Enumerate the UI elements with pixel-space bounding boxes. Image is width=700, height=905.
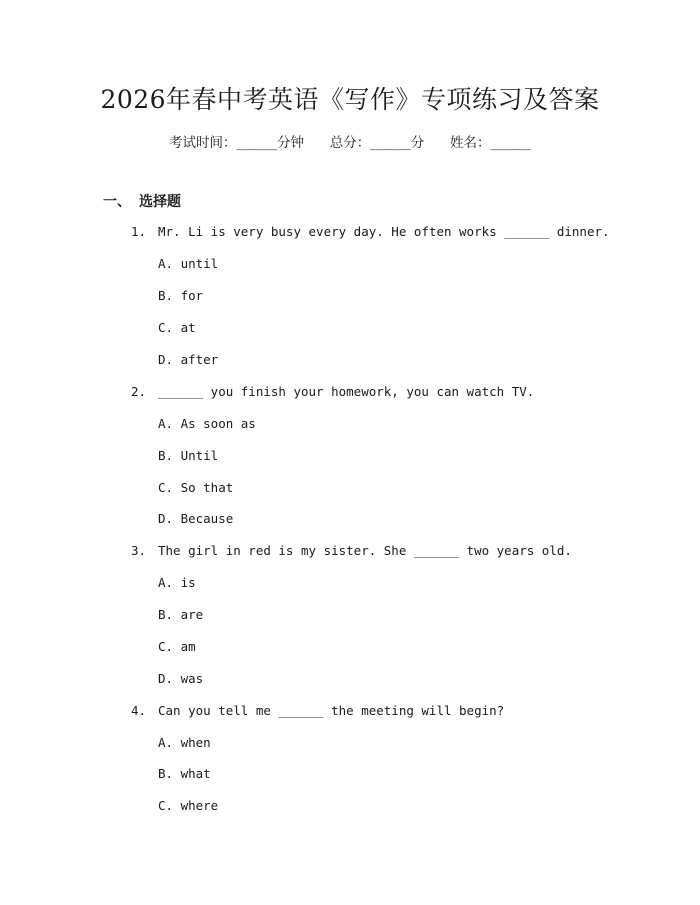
option-2c: C. So that xyxy=(158,480,234,495)
question-number: 4. xyxy=(131,703,147,718)
option-3d: D. was xyxy=(158,671,204,686)
option-3c: C. am xyxy=(158,639,196,654)
option-4a: A. when xyxy=(158,735,211,750)
question-number: 1. xyxy=(131,224,147,239)
question-number: 2. xyxy=(131,384,147,399)
section-number: 一、 xyxy=(103,194,131,210)
option-4c: C. where xyxy=(158,798,219,813)
page-title: 2026年春中考英语《写作》专项练习及答案 xyxy=(100,85,600,114)
question-text: Can you tell me ______ the meeting will begin? xyxy=(158,703,505,718)
option-4b: B. what xyxy=(158,766,211,781)
option-1d: D. after xyxy=(158,352,219,367)
option-2d: D. Because xyxy=(158,511,234,526)
question-number: 3. xyxy=(131,543,147,558)
section-title: 选择题 xyxy=(139,194,181,210)
option-2b: B. Until xyxy=(158,448,219,463)
option-1a: A. until xyxy=(158,256,219,271)
question-text: ______ you finish your homework, you can watch TV. xyxy=(158,384,535,399)
section-heading xyxy=(103,191,181,211)
question-3 xyxy=(131,543,572,558)
option-3b: B. are xyxy=(158,607,204,622)
question-1 xyxy=(131,224,610,239)
option-1c: C. at xyxy=(158,320,196,335)
question-text: The girl in red is my sister. She ______ two years old. xyxy=(158,543,572,558)
option-1b: B. for xyxy=(158,288,204,303)
question-4 xyxy=(131,703,504,718)
option-3a: A. is xyxy=(158,575,196,590)
question-text: Mr. Li is very busy every day. He often works ______ dinner. xyxy=(158,224,610,239)
question-2 xyxy=(131,384,534,399)
exam-meta-line: 考试时间：______分钟 总分：______分 姓名：______ xyxy=(169,135,531,151)
option-2a: A. As soon as xyxy=(158,416,256,431)
